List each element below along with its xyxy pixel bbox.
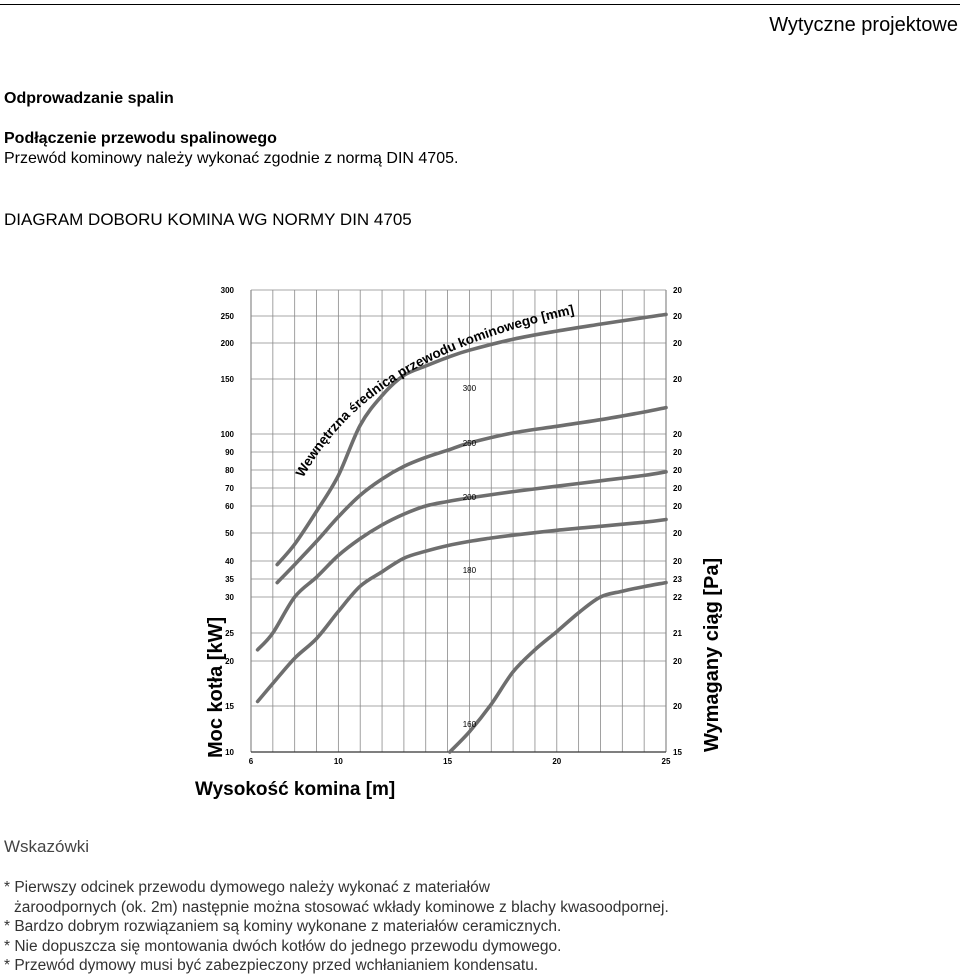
y-tick-label-right: 22: [673, 593, 682, 602]
diagram-title: DIAGRAM DOBORU KOMINA WG NORMY DIN 4705: [4, 210, 412, 229]
tip-line: * Bardzo dobrym rozwiązaniem są kominy wykonane z materiałów ceramicznych.: [4, 918, 562, 935]
series-label-180: 180: [462, 566, 477, 575]
y-tick-label-right: 20: [673, 702, 682, 711]
y-tick-label-left: 80: [225, 466, 234, 475]
series-label-300: 300: [462, 384, 477, 393]
x-tick-label: 25: [661, 757, 671, 766]
chart-grid: [251, 290, 666, 752]
y-tick-label-left: 15: [225, 702, 234, 711]
series-label-200: 200: [462, 493, 477, 502]
y-tick-label-right: 20: [673, 286, 682, 295]
series-line-160: [450, 583, 666, 752]
y-tick-label-left: 30: [225, 593, 234, 602]
curve-group-label-path: Wewnętrzna średnica przewodu kominowego [mm]: [292, 302, 576, 480]
subsection-title: Podłączenie przewodu spalinowego: [4, 130, 277, 147]
y-tick-label-right: 23: [673, 575, 682, 584]
y-tick-label-right: 20: [673, 339, 682, 348]
y-tick-label-left: 35: [225, 575, 234, 584]
series-label-160: 160: [462, 720, 477, 729]
y-tick-label-left: 40: [225, 557, 234, 566]
y-tick-label-left: 20: [225, 657, 234, 666]
y-tick-label-left: 300: [220, 286, 234, 295]
series-label-250: 250: [462, 439, 477, 448]
y-tick-label-right: 21: [673, 629, 682, 638]
chimney-selection-chart: [0, 270, 960, 810]
section-title: Odprowadzanie spalin: [4, 90, 174, 107]
series-line-180: [258, 520, 666, 702]
y-tick-label-right: 20: [673, 448, 682, 457]
x-tick-labels: [249, 757, 671, 766]
y-tick-label-right: 20: [673, 657, 682, 666]
tip-line: * Pierwszy odcinek przewodu dymowego należy wykonać z materiałów: [4, 879, 490, 896]
y-tick-label-left: 70: [225, 484, 234, 493]
tips-title: Wskazówki: [4, 837, 90, 856]
y-tick-label-left: 60: [225, 502, 234, 511]
y-tick-label-left: 10: [225, 748, 234, 757]
y-tick-label-right: 20: [673, 466, 682, 475]
x-tick-label: 15: [443, 757, 453, 766]
x-axis-label: Wysokość komina [m]: [195, 779, 396, 800]
tip-line: żaroodpornych (ok. 2m) następnie można stosować wkłady kominowe z blachy kwasoodpornej.: [14, 898, 669, 916]
subsection-text: Przewód kominowy należy wykonać zgodnie z normą DIN 4705.: [4, 150, 459, 167]
y-axis-label-left: Moc kotła [kW]: [205, 616, 227, 758]
x-tick-label: 6: [248, 757, 254, 766]
y-tick-label-right: 15: [673, 748, 682, 757]
y-tick-label-left: 25: [225, 629, 234, 638]
header-title: Wytyczne projektowe: [769, 14, 958, 36]
header-rule: [0, 4, 960, 5]
x-tick-label: 10: [333, 757, 343, 766]
y-tick-label-right: 20: [673, 502, 682, 511]
y-tick-label-right: 20: [673, 557, 682, 566]
y-tick-label-left: 50: [225, 529, 234, 538]
y-tick-labels-right: [673, 286, 682, 757]
y-tick-label-left: 200: [220, 339, 234, 348]
tip-line: * Przewód dymowy musi być zabezpieczony przed wchłanianiem kondensatu.: [4, 957, 539, 974]
y-tick-label-right: 20: [673, 484, 682, 493]
y-tick-label-left: 250: [220, 312, 234, 321]
y-tick-label-left: 150: [220, 375, 234, 384]
y-tick-label-right: 20: [673, 430, 682, 439]
y-axis-label-right: Wymagany ciąg [Pa]: [701, 557, 723, 752]
x-tick-label: 20: [552, 757, 562, 766]
y-tick-label-right: 20: [673, 529, 682, 538]
y-tick-label-right: 20: [673, 375, 682, 384]
y-tick-label-right: 20: [673, 312, 682, 321]
tips-list: [4, 878, 669, 976]
y-tick-label-left: 100: [220, 430, 234, 439]
y-tick-label-left: 90: [225, 448, 234, 457]
tip-line: * Nie dopuszcza się montowania dwóch kotłów do jednego przewodu dymowego.: [4, 937, 562, 955]
